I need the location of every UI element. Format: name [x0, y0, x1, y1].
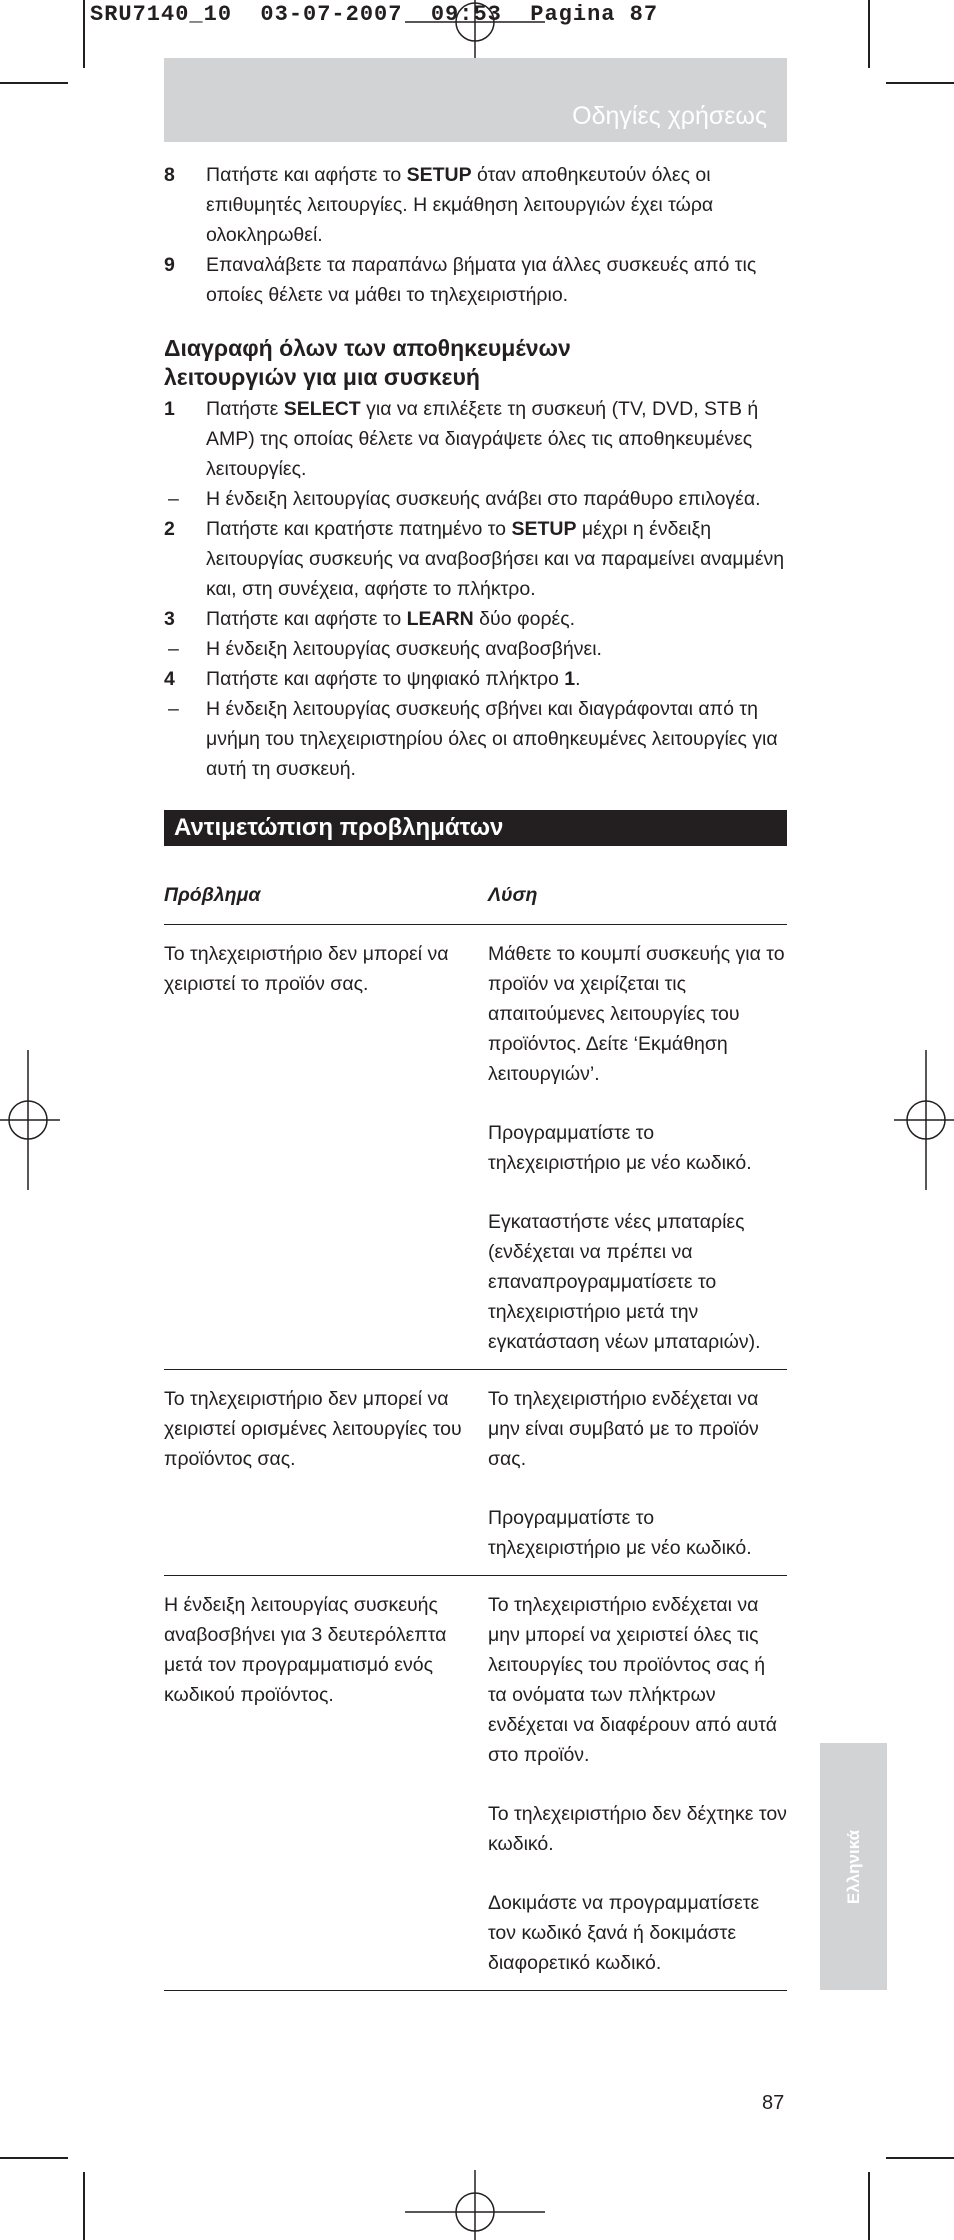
table-row — [164, 925, 787, 1370]
table-header-row — [164, 864, 787, 925]
solution-cell — [488, 925, 787, 1370]
step-keyword: SETUP — [511, 518, 577, 540]
step-text-post: όταν αποθηκευτούν όλες οι επιθυμητές λειτουργίες. Η εκμάθηση λειτουργιών έχει τώρα ολοκληρωθεί. — [206, 164, 714, 246]
step-text: Επαναλάβετε τα παραπάνω βήματα για άλλες συσκευές από τις οποίες θέλετε να μάθει το τηλεχειριστήριο. — [206, 254, 757, 306]
table-row — [164, 1370, 787, 1576]
crop-mark — [886, 82, 954, 84]
solution-text: Το τηλεχειριστήριο ενδέχεται να μην είναι συμβατό με το προϊόν σας. — [488, 1388, 759, 1470]
header-bar — [164, 58, 787, 142]
solution-text: Μάθετε το κουμπί συσκευής για το προϊόν να χειρίζεται τις απαιτούμενες λειτουργίες του προϊόντος. Δείτε ‘Εκμάθηση λειτουργιών’. — [488, 943, 785, 1085]
solution-text: Δοκιμάστε να προγραμματίσετε τον κωδικό ξανά ή δοκιμάστε διαφορετικό κωδικό. — [488, 1892, 760, 1974]
step-text-post: μέχρι η ένδειξη λειτουργίας συσκευής να αναβοσβήσει και να παραμείνει αναμμένη και, στη συνέχεια, αφήστε το πλήκτρο. — [206, 518, 785, 600]
solution-cell — [488, 1370, 787, 1576]
step-text-pre: Πατήστε και αφήστε το ψηφιακό πλήκτρο — [206, 668, 565, 690]
crop-mark — [83, 2172, 85, 2240]
crop-mark — [83, 0, 85, 68]
note-dash: – — [168, 488, 179, 510]
note-dash: – — [168, 698, 179, 720]
note-text: Η ένδειξη λειτουργίας συσκευής ανάβει στο παράθυρο επιλογέα. — [206, 488, 761, 510]
step-text-pre: Πατήστε και αφήστε το — [206, 164, 407, 186]
step-item — [164, 604, 787, 634]
step-number: 8 — [164, 164, 175, 186]
crop-mark — [886, 2157, 954, 2159]
step-text-pre: Πατήστε και αφήστε το — [206, 608, 407, 630]
page-content — [164, 160, 787, 1991]
step-text-post: για να επιλέξετε τη συσκευή (TV, DVD, STB ή AMP) της οποίας θέλετε να διαγράψετε όλες τις αποθηκευμένες λειτουργίες. — [206, 398, 759, 480]
section-heading — [164, 334, 787, 392]
registration-mark-icon — [894, 1050, 954, 1190]
crop-mark — [868, 0, 870, 68]
step-text-pre: Πατήστε — [206, 398, 284, 420]
step-number: 9 — [164, 254, 175, 276]
page-number: 87 — [762, 2092, 785, 2114]
registration-mark-icon — [0, 1050, 60, 1190]
step-text-pre: Πατήστε και κρατήστε πατημένο το — [206, 518, 512, 540]
step-item — [164, 160, 787, 250]
note-text: Η ένδειξη λειτουργίας συσκευής αναβοσβήνει. — [206, 638, 602, 660]
step-note — [164, 484, 787, 514]
step-number: 2 — [164, 518, 175, 540]
step-number: 4 — [164, 668, 175, 690]
step-keyword: 1 — [564, 668, 576, 690]
step-item — [164, 250, 787, 310]
step-number: 1 — [164, 398, 175, 420]
column-header-problem: Πρόβλημα — [164, 864, 488, 925]
problem-cell: Η ένδειξη λειτουργίας συσκευής αναβοσβήνει για 3 δευτερόλεπτα μετά τον προγραμματισμό ενός κωδικού προϊόντος. — [164, 1576, 488, 1991]
language-tab-label: Ελληνικά — [843, 1829, 863, 1904]
print-slug: SRU7140_10 03-07-2007 09:53 Pagina 87 — [90, 2, 659, 27]
note-text: Η ένδειξη λειτουργίας συσκευής σβήνει και διαγράφονται από τη μνήμη του τηλεχειριστηρίου όλες οι αποθηκευμένες λειτουργίες για αυτή τη συσκευή. — [206, 698, 778, 780]
step-item — [164, 514, 787, 604]
step-number: 3 — [164, 608, 175, 630]
problem-cell: Το τηλεχειριστήριο δεν μπορεί να χειριστεί ορισμένες λειτουργίες του προϊόντος σας. — [164, 1370, 488, 1576]
crop-mark — [868, 2172, 870, 2240]
solution-text: Το τηλεχειριστήριο δεν δέχτηκε τον κωδικό. — [488, 1803, 787, 1855]
step-keyword: SETUP — [406, 164, 472, 186]
crop-mark — [0, 82, 68, 84]
language-tab — [820, 1743, 887, 1990]
note-dash: – — [168, 638, 179, 660]
solution-text: Το τηλεχειριστήριο ενδέχεται να μην μπορεί να χειριστεί όλες τις λειτουργίες του προϊόντος σας ή τα ονόματα των πλήκτρων ενδέχεται να διαφέρουν από αυτά στο προϊόν. — [488, 1594, 778, 1766]
step-note — [164, 694, 787, 784]
header-title: Οδηγίες χρήσεως — [572, 102, 767, 130]
registration-mark-icon — [405, 0, 545, 60]
section-heading-line: λειτουργιών για μια συσκευή — [164, 364, 480, 390]
step-item — [164, 394, 787, 484]
step-note — [164, 634, 787, 664]
crop-mark — [0, 2157, 68, 2159]
step-text-post: . — [575, 668, 581, 690]
registration-mark-icon — [405, 2170, 545, 2240]
step-text-post: δύο φορές. — [473, 608, 576, 630]
section-heading-line: Διαγραφή όλων των αποθηκευμένων — [164, 335, 571, 361]
solution-text: Εγκαταστήστε νέες μπαταρίες (ενδέχεται να πρέπει να επαναπρογραμματίσετε το τηλεχειριστήριο μετά την εγκατάσταση νέων μπαταριών). — [488, 1211, 761, 1353]
step-keyword: SELECT — [283, 398, 361, 420]
solution-text: Προγραμματίστε το τηλεχειριστήριο με νέο κωδικό. — [488, 1122, 752, 1174]
problem-cell: Το τηλεχειριστήριο δεν μπορεί να χειριστεί το προϊόν σας. — [164, 925, 488, 1370]
troubleshooting-table — [164, 864, 787, 1991]
step-keyword: LEARN — [406, 608, 474, 630]
solution-cell — [488, 1576, 787, 1991]
troubleshooting-heading: Αντιμετώπιση προβλημάτων — [164, 810, 787, 846]
table-row — [164, 1576, 787, 1991]
solution-text: Προγραμματίστε το τηλεχειριστήριο με νέο κωδικό. — [488, 1507, 752, 1559]
step-item — [164, 664, 787, 694]
column-header-solution: Λύση — [488, 864, 787, 925]
